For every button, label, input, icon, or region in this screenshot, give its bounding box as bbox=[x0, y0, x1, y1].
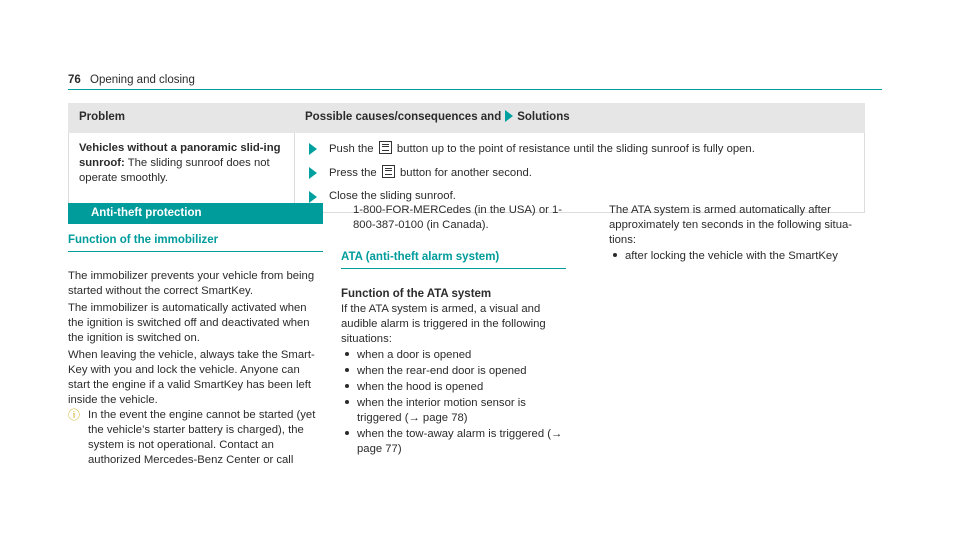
solution-3: Close the sliding sunroof. bbox=[329, 190, 456, 202]
paragraph: If the ATA system is armed, a visual and audible alarm is triggered in the following situations: bbox=[341, 303, 546, 345]
armed-list bbox=[609, 249, 869, 264]
info-note-icon: ⓘ bbox=[68, 408, 81, 422]
solution-2-post: button for another second. bbox=[400, 167, 532, 179]
causes-label: Possible causes/consequences and bbox=[305, 111, 502, 123]
list-item: when the hood is opened bbox=[341, 380, 566, 395]
table-row bbox=[69, 133, 865, 213]
arrow-right-icon bbox=[309, 167, 317, 179]
subsection-title: Function of the immobilizer bbox=[68, 233, 323, 252]
header-rule bbox=[68, 89, 882, 90]
sunroof-button-icon bbox=[379, 141, 392, 154]
column-3 bbox=[609, 203, 869, 264]
paragraph-continued: 1-800-FOR-MERCedes (in the USA) or 1-800-387-0100 (in Canada). bbox=[353, 204, 563, 231]
solution-2-pre: Press the bbox=[329, 167, 377, 179]
table-header-causes bbox=[295, 104, 865, 133]
note-text: In the event the engine cannot be started (yet the vehicle’s starter battery is charged), the system is not operational. Contact an authorized Mercedes-Benz Center or call bbox=[88, 409, 316, 466]
subsection-title: ATA (anti-theft alarm system) bbox=[341, 250, 566, 269]
sunroof-button-icon bbox=[382, 165, 395, 178]
paragraph: The immobilizer prevents your vehicle from being started without the correct SmartKey. bbox=[68, 270, 315, 297]
column-1 bbox=[68, 203, 323, 468]
arrow-right-icon bbox=[309, 191, 317, 203]
solution-1-post: button up to the point of resistance until the sliding sunroof is fully open. bbox=[396, 143, 755, 155]
section-name: Opening and closing bbox=[90, 74, 195, 86]
list-item: when the interior motion sensor is triggered (→ page 78) bbox=[341, 396, 566, 426]
solutions-label: Solutions bbox=[517, 111, 570, 123]
heading: Function of the ATA system bbox=[341, 288, 492, 300]
table-header-problem: Problem bbox=[69, 104, 295, 133]
column-2 bbox=[341, 203, 566, 457]
solution-step bbox=[305, 141, 854, 157]
solution-1-pre: Push the bbox=[329, 143, 374, 155]
paragraph: The ATA system is armed automatically after approximately ten seconds in the following situa-tions: bbox=[609, 204, 853, 246]
table-header-row bbox=[69, 104, 865, 133]
list-item: when a door is opened bbox=[341, 348, 566, 363]
paragraph: The immobilizer is automatically activated when the ignition is switched off and deactivated when the ignition is switched on. bbox=[68, 302, 310, 344]
page-number: 76 bbox=[68, 74, 81, 86]
solutions-cell bbox=[295, 133, 865, 213]
problem-cell bbox=[69, 133, 295, 213]
problem-text: The sliding sunroof does not operate smoothly. bbox=[79, 157, 270, 184]
list-item: after locking the vehicle with the SmartKey bbox=[609, 249, 869, 264]
problem-table bbox=[68, 103, 865, 213]
trigger-list bbox=[341, 348, 566, 457]
paragraph: When leaving the vehicle, always take the Smart-Key with you and lock the vehicle. Anyone can start the engine if a valid SmartKey has been left inside the vehicle. bbox=[68, 349, 315, 406]
note bbox=[68, 408, 323, 468]
solution-step bbox=[305, 165, 854, 181]
list-item: when the rear-end door is opened bbox=[341, 364, 566, 379]
arrow-right-icon bbox=[505, 110, 513, 122]
problem-title: Vehicles without a panoramic slid-ing sunroof: bbox=[79, 142, 281, 169]
page-header bbox=[68, 73, 195, 88]
list-item: when the tow-away alarm is triggered (→ page 77) bbox=[341, 427, 566, 457]
solution-step bbox=[305, 189, 854, 204]
arrow-right-icon bbox=[309, 143, 317, 155]
section-title: Anti-theft protection bbox=[68, 203, 323, 224]
